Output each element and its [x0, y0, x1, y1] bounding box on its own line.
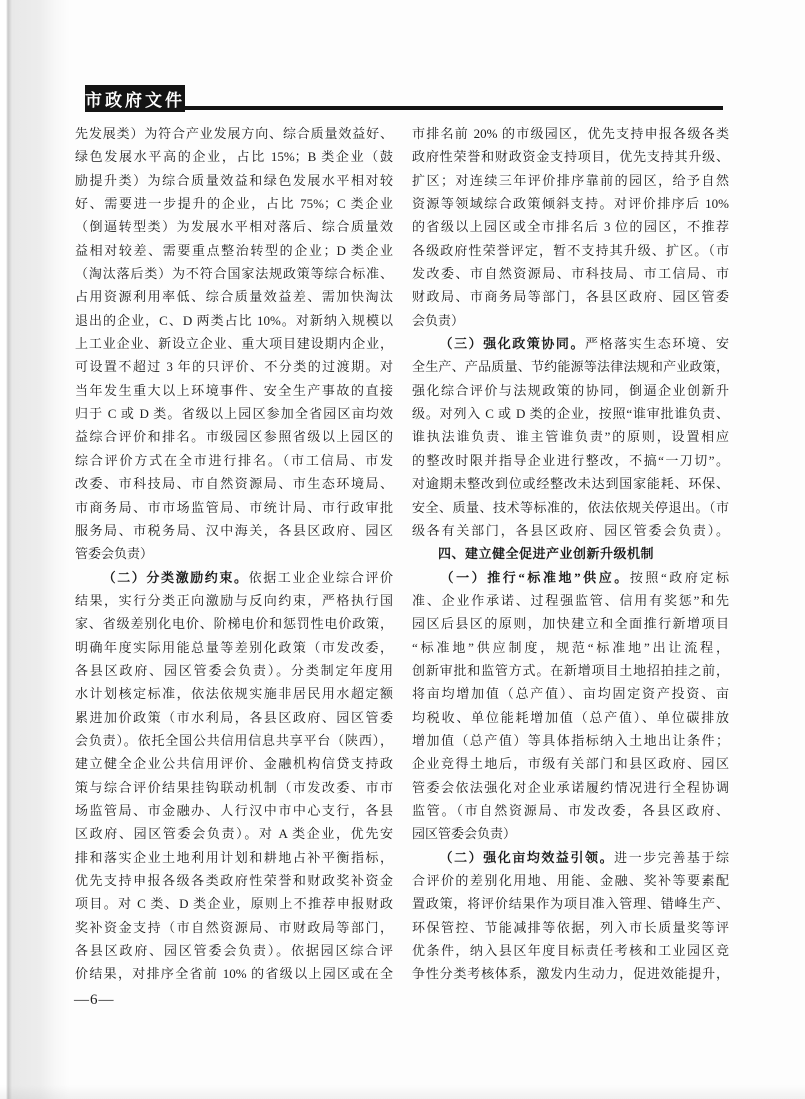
text-line: 谁执法谁负责、谁主管谁负责”的原则，设置相应: [412, 429, 729, 445]
text-line: 发改委、市自然资源局、市科技局、市工信局、市: [412, 266, 729, 282]
text-line: 价结果，对排序全省前 10% 的省级以上园区或在全: [75, 966, 393, 982]
text-line: 全生产、产品质量、节约能源等法律法规和产业政策，: [412, 359, 729, 375]
text-line: 场监管局、市金融办、人行汉中市中心支行，各县: [75, 802, 393, 818]
text-line: 置政策，将评价结果作为项目准入管理、错峰生产、: [412, 896, 729, 912]
text-line: （倒逼转型类）为发展水平相对落后、综合质量效: [75, 219, 393, 235]
text-line: 级。对列入 C 或 D 类的企业，按照“谁审批谁负责、: [412, 406, 729, 422]
text-line: 扩区；对连续三年评价排序靠前的园区，给予自然: [412, 172, 729, 188]
text-line: 结果，实行分类正向激励与反向约束，严格执行国: [75, 592, 393, 608]
text-line: 优先支持申报各级各类政府性荣誉和财政奖补资金: [75, 873, 393, 888]
text-line: 均税收、单位能耗增加值（总产值）、单位碳排放: [412, 709, 729, 725]
text-line: 奖补资金支持（市自然资源局、市财政局等部门，: [75, 919, 393, 935]
text-line: 对逾期未整改到位或经整改未达到国家能耗、环保、: [412, 476, 729, 492]
text-column-right: [412, 122, 729, 986]
text-line: 合评价的差别化用地、用能、金融、奖补等要素配: [412, 873, 729, 888]
text-line: 可设置不超过 3 年的只评价、不分类的过渡期。对: [75, 359, 393, 375]
text-line: 归于 C 或 D 类。省级以上园区参加全省园区亩均效: [75, 406, 393, 422]
text-line: 管委会依法强化对企业承诺履约情况进行全程协调: [412, 779, 729, 795]
section-heading: 四、建立健全促进产业创新升级机制: [438, 546, 655, 562]
text-line: 园区管委会负责）: [412, 826, 517, 842]
text-line: 会负责）: [412, 312, 465, 328]
paragraph-heading: （一）推行“标准地”供应。: [438, 569, 630, 585]
text-line: 优条件，纳入县区年度目标责任考核和工业园区竞: [412, 943, 729, 959]
text-line: 绿色发展水平高的企业，占比 15%；B 类企业（鼓: [75, 149, 393, 165]
text-line: 政府性荣誉和财政资金支持项目，优先支持其升级、: [412, 149, 729, 165]
text-line: 各县区政府、园区管委会负责）。依据园区综合评: [75, 943, 393, 959]
text-line: 排和落实企业土地利用计划和耕地占补平衡指标，: [75, 849, 393, 865]
text-line: 财政局、市商务局等部门，各县区政府、园区管委: [412, 289, 729, 305]
text-line: 退出的企业，C、D 两类占比 10%。对新纳入规模以: [75, 312, 393, 328]
text-line: 市商务局、市市场监管局、市统计局、市行政审批: [75, 499, 393, 515]
text-line: 好、需要进一步提升的企业，占比 75%；C 类企业: [75, 196, 393, 212]
text-line: 准、企业作承诺、过程强监管、信用有奖惩”和先: [412, 592, 729, 608]
text-line: “标准地”供应制度，规范“标准地”出让流程，: [412, 639, 729, 655]
text-line: 服务局、市税务局、汉中海关，各县区政府、园区: [75, 522, 393, 538]
text-line: 将亩均增加值（总产值）、亩均固定资产投资、亩: [412, 686, 729, 702]
text-line: 占用资源利用率低、综合质量效益差、需加快淘汰: [75, 289, 393, 305]
text-line: 市排名前 20% 的市级园区，优先支持申报各级各类: [412, 126, 729, 141]
text-line: 监管。（市自然资源局、市发改委，各县区政府、: [412, 802, 729, 818]
text-line: 的省级以上园区或全市排名后 3 位的园区，不推荐: [412, 219, 729, 235]
text-line: 环保管控、节能减排等依据，列入市长质量奖等评: [412, 919, 729, 935]
text-line: 家、省级差别化电价、阶梯电价和惩罚性电价政策，: [75, 616, 393, 632]
text-column-left: [75, 122, 393, 986]
text-line: 水计划核定标准，依法依规实施非居民用水超定额: [75, 686, 393, 702]
text-line: 益相对较差、需要重点整治转型的企业；D 类企业: [75, 242, 393, 258]
text-line: 各级政府性荣誉评定，暂不支持其升级、扩区。（市: [412, 242, 729, 258]
text-line: 增加值（总产值）等具体指标纳入土地出让条件；: [412, 732, 729, 748]
paragraph-start-line: （二）强化亩均效益引领。进一步完善基于综: [438, 849, 729, 865]
text-line: 建立健全企业公共信用评价、金融机构信贷支持政: [75, 756, 393, 772]
text-line: 创新审批和监管方式。在新增项目土地招拍挂之前，: [412, 662, 729, 678]
text-line: 争性分类考核体系，激发内生动力，促进效能提升，: [412, 966, 729, 982]
text-line: 安全、质量、技术等标准的，依法依规关停退出。（市: [412, 499, 729, 515]
header-label-box: [85, 85, 185, 112]
text-line: 资源等领域综合政策倾斜支持。对评价排序后 10%: [412, 196, 729, 212]
scan-edge-bottom: [0, 1085, 805, 1099]
text-line: 励提升类）为综合质量效益和绿色发展水平相对较: [75, 172, 393, 188]
text-line: 累进加价政策（市水利局，各县区政府、园区管委: [75, 709, 393, 725]
text-line: 各县区政府、园区管委会负责）。分类制定年度用: [75, 662, 393, 678]
paragraph-heading: （三）强化政策协同。: [438, 336, 586, 352]
text-line: 区政府、园区管委会负责）。对 A 类企业，优先安: [75, 826, 393, 842]
text-line: 明确年度实际用能总量等差别化政策（市发改委，: [75, 639, 393, 655]
text-line: 级各有关部门，各县区政府、园区管委会负责）。: [412, 522, 729, 538]
paragraph-heading: （二）强化亩均效益引领。: [438, 849, 615, 865]
text-line: 改委、市科技局、市自然资源局、市生态环境局、: [75, 476, 393, 492]
text-line: 强化综合评价与法规政策的协同，倒逼企业创新升: [412, 382, 729, 398]
paragraph-start-line: （一）推行“标准地”供应。按照“政府定标: [438, 569, 729, 585]
scan-edge-left: [0, 0, 70, 1099]
text-line: 的整改时限并指导企业进行整改，不搞“一刀切”。: [412, 452, 729, 468]
text-line: 益综合评价和排名。市级园区参照省级以上园区的: [75, 429, 393, 445]
text-line: 项目。对 C 类、D 类企业，原则上不推荐申报财政: [75, 896, 393, 912]
text-line: 先发展类）为符合产业发展方向、综合质量效益好、: [75, 126, 393, 141]
paragraph-start-line: （三）强化政策协同。严格落实生态环境、安: [438, 336, 729, 352]
text-line: 会负责）。依托全国公共信用信息共享平台（陕西），: [75, 732, 393, 748]
text-line: 上工业企业、新设立企业、重大项目建设期内企业，: [75, 336, 393, 352]
header-label: 市政府文件: [85, 91, 185, 110]
text-line: 企业竞得土地后，市级有关部门和县区政府、园区: [412, 756, 729, 772]
paragraph-heading: （二）分类激励约束。: [101, 569, 249, 585]
text-line: 综合评价方式在全市进行排名。（市工信局、市发: [75, 452, 393, 468]
text-line: （淘汰落后类）为不符合国家法规政策等综合标准、: [75, 266, 393, 282]
text-line: 策与综合评价结果挂钩联动机制（市发改委、市市: [75, 779, 393, 795]
page-number: —6—: [74, 992, 115, 1008]
paragraph-start-line: （二）分类激励约束。依据工业企业综合评价: [101, 569, 393, 585]
text-line: 管委会负责）: [75, 546, 154, 562]
text-line: 园区后县区的原则，加快建立和全面推行新增项目: [412, 616, 729, 632]
text-line: 当年发生重大以上环境事件、安全生产事故的直接: [75, 382, 393, 398]
